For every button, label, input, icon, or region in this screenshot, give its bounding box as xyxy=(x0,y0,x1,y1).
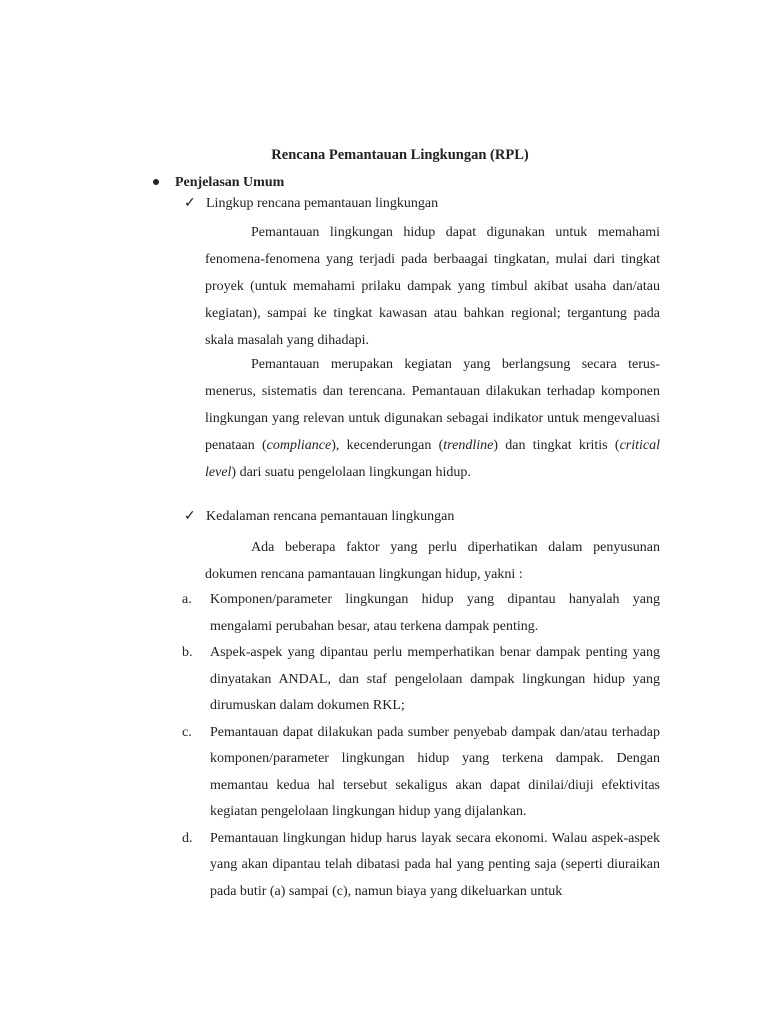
list-item-marker: d. xyxy=(182,830,193,846)
subsection-heading-2 xyxy=(184,508,454,525)
paragraph-3: Ada beberapa faktor yang perlu diperhatikan dalam penyusunan dokumen rencana pamantauan lingkungan hidup, yakni : xyxy=(205,540,660,582)
list-item-text: Pemantauan lingkungan hidup harus layak secara ekonomi. Walau aspek-aspek yang akan dipantau telah dibatasi pada hal yang penting saja (seperti diuraikan pada butir (a) sampai (c), namun biaya yang dikeluarkan untuk xyxy=(210,830,660,899)
factor-list xyxy=(182,587,660,905)
paragraph-1: Pemantauan lingkungan hidup dapat digunakan untuk memahami fenomena-fenomena yang terjadi pada berbaagai tingkatan, mulai dari tingkat proyek (untuk memahami prilaku dampak yang timbul akibat usaha dan/atau kegiatan), sampai ke tingkat kawasan atau bahkan regional; tergantung pada skala masalah yang dihadapi. xyxy=(205,225,660,348)
list-item xyxy=(182,587,660,640)
list-item xyxy=(182,826,660,906)
paragraph-2-italic-critical-level: critical level xyxy=(205,438,660,480)
list-item-marker: b. xyxy=(182,645,193,660)
checkmark-icon: ✓ xyxy=(184,509,196,524)
document-title: Rencana Pemantauan Lingkungan (RPL) xyxy=(271,147,529,163)
list-item-text: Aspek-aspek yang dipantau perlu memperhatikan benar dampak penting yang dinyatakan ANDAL, dan staf pengelolaan dampak lingkungan hidup yang dirumuskan dalam dokumen RKL; xyxy=(210,645,660,713)
list-item-text: Komponen/parameter lingkungan hidup yang dipantau hanyalah yang mengalami perubahan besar, atau terkena dampak penting. xyxy=(210,592,660,634)
paragraph-2-text-d: ) dari suatu pengelolaan lingkungan hidup. xyxy=(231,465,471,480)
list-item xyxy=(182,720,660,826)
paragraph-2-text-a: Pemantauan merupakan kegiatan yang berlangsung secara terus-menerus, sistematis dan terencana. Pemantauan dilakukan terhadap komponen lingkungan yang relevan untuk digunakan sebagai indikator untuk mengevaluasi penataan ( xyxy=(205,357,660,453)
checkmark-icon: ✓ xyxy=(184,196,196,211)
section-heading: Penjelasan Umum xyxy=(175,175,285,190)
section-bullet xyxy=(153,175,284,191)
paragraph-2 xyxy=(205,351,660,486)
paragraph-2-text-c: ) dan tingkat kritis ( xyxy=(493,438,620,453)
list-item-marker: c. xyxy=(182,724,192,740)
paragraph-2-italic-compliance: compliance xyxy=(266,438,332,453)
subsection-heading-2-text: Kedalaman rencana pemantauan lingkungan xyxy=(206,509,455,524)
subsection-heading-1-text: Lingkup rencana pemantauan lingkungan xyxy=(206,196,439,211)
paragraph-2-italic-trendline: trendline xyxy=(443,438,494,453)
subsection-heading-1 xyxy=(184,195,438,212)
list-item-text: Pemantauan dapat dilakukan pada sumber penyebab dampak dan/atau terhadap komponen/parameter lingkungan hidup yang terkena dampak. Dengan memantau kedua hal tersebut sekaligus akan dapat dinilai/diuji efektivitas kegiatan pengelolaan lingkungan hidup yang dijalankan. xyxy=(210,724,660,819)
list-item-marker: a. xyxy=(182,592,192,607)
paragraph-2-text-b: ), kecenderungan ( xyxy=(331,438,444,453)
bullet-icon xyxy=(153,179,159,185)
list-item xyxy=(182,640,660,720)
